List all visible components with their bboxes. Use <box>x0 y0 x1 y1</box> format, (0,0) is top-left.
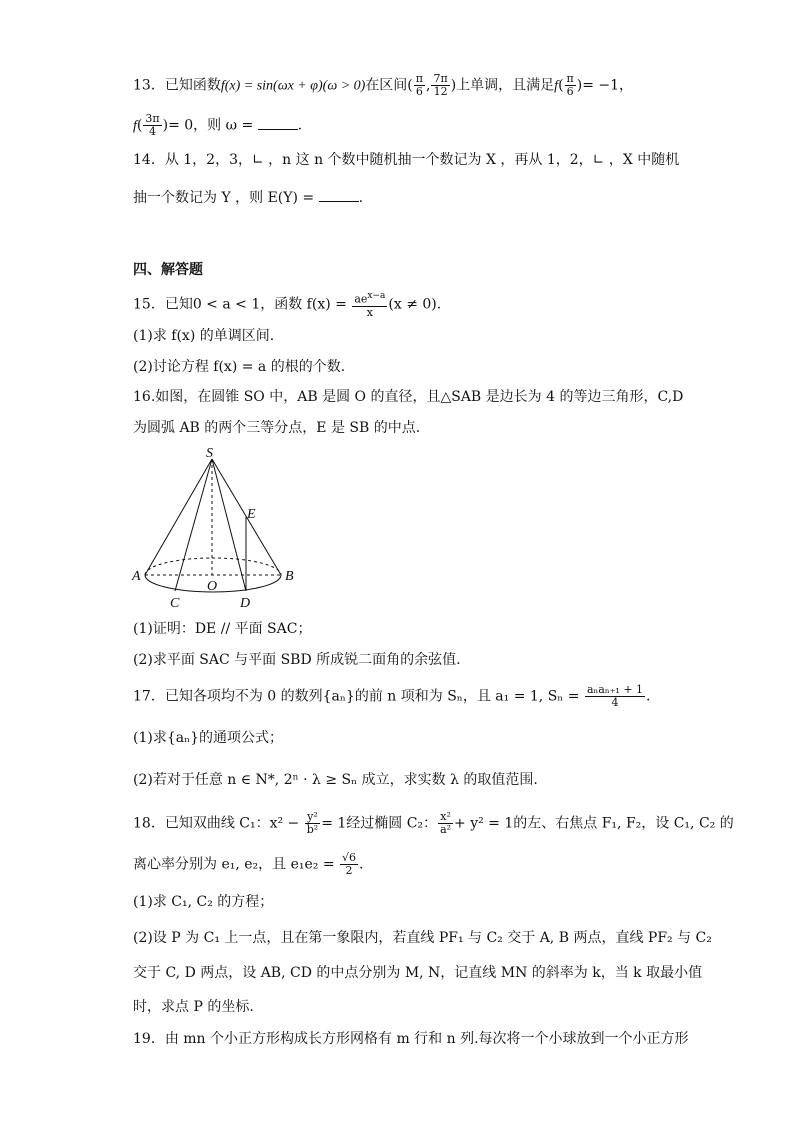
q17-part1: (1)求{aₙ}的通项公式； <box>133 730 284 746</box>
q18-line1: 18．已知双曲线 C₁：x² − $\frac{\text{y²}}{\text{b²}}$ = 1经过椭圆 C₂： $\frac{\text{x²}}{\text{a²}}$ + y² = 1的左、右焦点 F₁, F₂，设 C₁, C₂ 的 <box>133 810 734 836</box>
q17-line1: 17．已知各项均不为 0 的数列{aₙ}的前 n 项和为 Sₙ，且 a₁ = 1, Sₙ = $\frac{\text{aₙaₙ₊₁ + 1}}{4}$ . <box>133 683 651 709</box>
q13-frac-7pi12: $\frac{7\pi}{12}$ <box>433 72 448 98</box>
q18-frac-sqrt6: $\frac{√6}{2}$ <box>342 851 357 877</box>
q18-frac-y2b2: $\frac{\text{y²}}{\text{b²}}$ <box>306 810 319 836</box>
q13-line1: 13．已知函数f(x) = sin(ωx + φ)(ω > 0)在区间( $\frac{\pi}{6}$ , $\frac{7\pi}{12}$ )上单调，且满足f( $\frac{\pi}{6}$ )= −1， <box>133 72 634 98</box>
q18-frac-x2a2: $\frac{\text{x²}}{\text{a²}}$ <box>440 810 452 836</box>
q13-answer-blank <box>258 115 298 130</box>
q16-part2: (2)求平面 SAC 与平面 SBD 所成锐二面角的余弦值. <box>133 652 461 668</box>
q13-frac-pi6-b: $\frac{\pi}{6}$ <box>566 72 574 98</box>
q16-part1: (1)证明：DE // 平面 SAC； <box>133 621 312 637</box>
edge-sa <box>145 459 212 575</box>
cone-figure <box>130 445 300 615</box>
label-o: O <box>207 579 218 594</box>
q18-part2-line1: (2)设 P 为 C₁ 上一点，且在第一象限内，若直线 PF₁ 与 C₂ 交于 A, B 两点，直线 PF₂ 与 C₂ <box>133 930 712 946</box>
base-back-arc <box>145 558 281 575</box>
q17-part2: (2)若对于任意 n ∈ N*, 2ⁿ · λ ≥ Sₙ 成立，求实数 λ 的取值范围. <box>133 772 538 788</box>
section-title: 四、解答题 <box>133 262 203 278</box>
q14-answer-blank <box>319 187 359 202</box>
label-e: E <box>247 507 256 522</box>
q15-line1: 15．已知0 < a < 1，函数 f(x) = $\frac{ae^{x-a}}{x}$ (x ≠ 0). <box>133 291 442 319</box>
label-b: B <box>285 569 294 584</box>
q17-fraction: $\frac{\text{aₙaₙ₊₁ + 1}}{4}$ <box>586 683 644 709</box>
q13-line2-suffix: = 0，则 ω = <box>168 117 254 134</box>
q13-after-interval: )上单调，且满足 <box>450 77 555 94</box>
q18-line2: 离心率分别为 e₁, e₂，且 e₁e₂ = $\frac{√6}{2}$ . <box>133 851 364 877</box>
label-a: A <box>132 569 141 584</box>
q15-fraction: $\frac{ae^{x-a}}{x}$ <box>354 291 386 319</box>
q18-part1: (1)求 C₁, C₂ 的方程； <box>133 894 274 910</box>
q16-line1: 16.如图，在圆锥 SO 中，AB 是圆 O 的直径，且△SAB 是边长为 4 的等边三角形，C,D <box>133 389 684 405</box>
q13-eq-neg1: = −1， <box>582 77 634 94</box>
q18-part2-line2: 交于 C, D 两点，设 AB, CD 的中点分别为 M, N，记直线 MN 的斜率为 k，当 k 取最小值 <box>133 965 703 981</box>
q13-line2: f( $\frac{3\pi}{4}$ )= 0，则 ω = . <box>133 112 303 138</box>
q13-frac-pi6: $\frac{\pi}{6}$ <box>415 72 424 98</box>
q13-frac-3pi4: $\frac{3\pi}{4}$ <box>145 112 160 138</box>
q13-function: f(x) = sin(ωx + φ)(ω > 0) <box>220 78 366 94</box>
label-d: D <box>240 596 251 611</box>
q13-interval-text: 在区间( <box>365 77 413 94</box>
edge-sd <box>212 459 246 591</box>
q13-prefix: 13．已知函数 <box>133 77 221 94</box>
label-s: S <box>206 446 213 461</box>
q19-line1: 19．由 mn 个小正方形构成长方形网格有 m 行和 n 列.每次将一个小球放到一个小正方形 <box>133 1031 689 1047</box>
edge-sc <box>175 459 212 591</box>
q14-line1: 14．从 1，2，3，∟ ，n 这 n 个数中随机抽一个数记为 X ，再从 1，2，∟ ，X 中随机 <box>133 152 680 168</box>
label-c: C <box>170 596 180 611</box>
q18-part2-line3: 时，求点 P 的坐标. <box>133 999 254 1015</box>
q14-line2: 抽一个数记为 Y ，则 E(Y) = . <box>133 187 363 208</box>
q15-part1: (1)求 f(x) 的单调区间. <box>133 328 275 344</box>
q15-part2: (2)讨论方程 f(x) = a 的根的个数. <box>133 359 346 375</box>
q16-line2: 为圆弧 AB 的两个三等分点，E 是 SB 的中点. <box>133 420 421 436</box>
